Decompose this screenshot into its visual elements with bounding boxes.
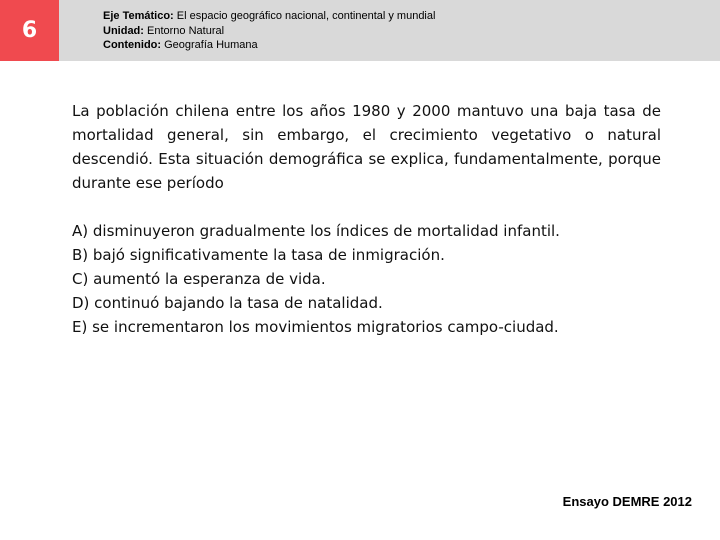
eje-tematico-row (103, 9, 435, 24)
eje-tematico-value: El espacio geográfico nacional, continental y mundial (176, 10, 436, 22)
question-number-badge (0, 0, 59, 61)
unidad-label: Unidad: (103, 24, 144, 37)
option-b[interactable]: B) bajó significativamente la tasa de inmigración. (72, 246, 445, 264)
option-c[interactable]: C) aumentó la esperanza de vida. (72, 270, 326, 288)
contenido-value: Geografía Humana (164, 39, 258, 51)
eje-tematico-label: Eje Temático: (103, 10, 174, 22)
option-a[interactable]: A) disminuyeron gradualmente los índices de mortalidad infantil. (72, 222, 560, 240)
question-number: 6 (21, 18, 38, 43)
source-footer: Ensayo DEMRE 2012 (562, 494, 692, 509)
option-e[interactable]: E) se incrementaron los movimientos migratorios campo-ciudad. (72, 318, 559, 336)
contenido-row (103, 38, 435, 53)
option-d[interactable]: D) continuó bajando la tasa de natalidad. (72, 294, 383, 312)
question-metadata (103, 9, 435, 53)
answer-options (72, 219, 692, 339)
unidad-value: Entorno Natural (147, 24, 225, 37)
contenido-label: Contenido: (103, 39, 162, 51)
unidad-row (103, 24, 435, 39)
question-stem: La población chilena entre los años 1980 y 2000 mantuvo una baja tasa de mortalidad general, sin embargo, el crecimiento vegetativo o natural descendió. Esta situación demográfica se explica, fundamentalmente, porque durante ese período (72, 102, 661, 192)
